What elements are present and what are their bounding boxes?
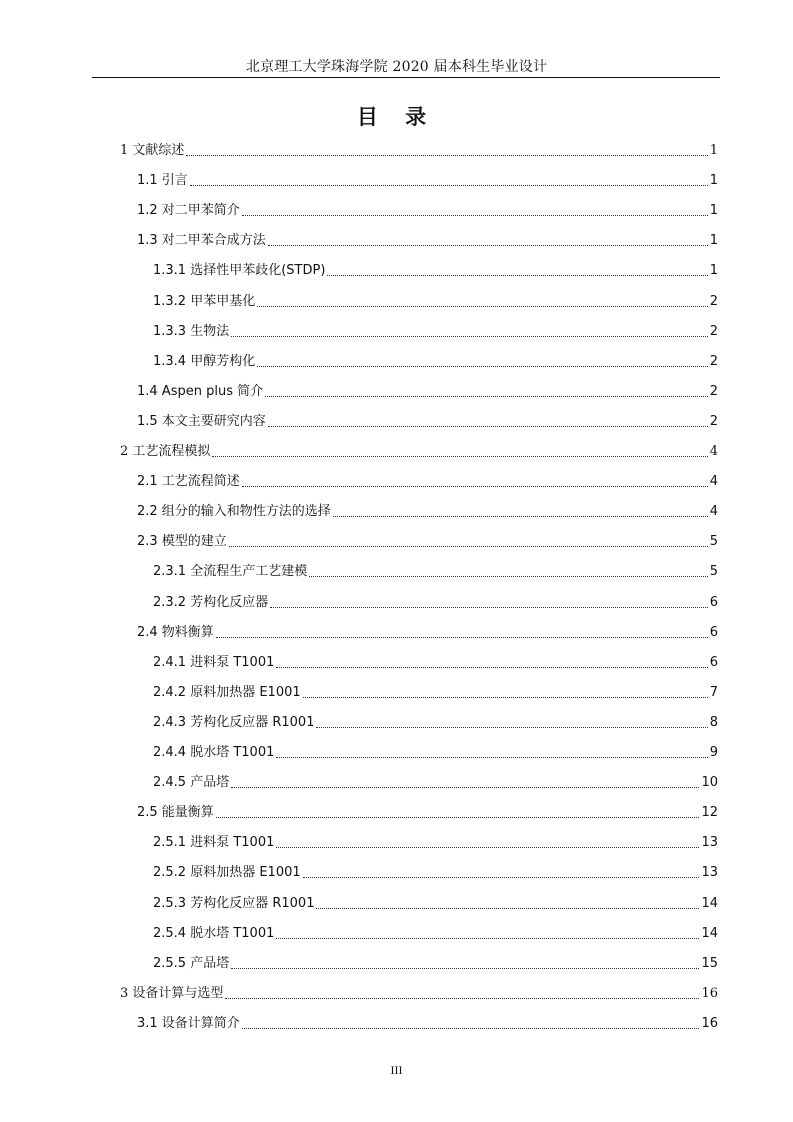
dot-leader — [309, 576, 708, 577]
dot-leader — [333, 516, 708, 517]
toc-entry-title: 1.5 本文主要研究内容 — [137, 414, 266, 429]
toc-entry[interactable] — [137, 381, 718, 403]
dot-leader — [216, 817, 700, 818]
dot-leader — [186, 155, 707, 156]
dot-leader — [268, 245, 708, 246]
toc-entry-title: 1 文献综述 — [120, 143, 185, 158]
toc-entry-title: 1.2 对二甲苯简介 — [137, 203, 240, 218]
dot-leader — [212, 456, 707, 457]
dot-leader — [190, 185, 708, 186]
toc-entry-page: 10 — [701, 775, 718, 790]
toc-entry-page: 4 — [709, 444, 718, 459]
toc-entry-page: 16 — [701, 986, 718, 1001]
toc-entry[interactable] — [137, 1013, 718, 1035]
dot-leader — [242, 1028, 700, 1029]
toc-entry-title: 2.5.1 进料泵 T1001 — [153, 835, 275, 850]
toc-entry-page: 1 — [709, 143, 718, 158]
toc-entry-page: 1 — [709, 173, 718, 188]
toc-entry[interactable] — [153, 592, 718, 614]
table-of-contents — [0, 140, 793, 1040]
toc-entry[interactable] — [153, 712, 718, 734]
dot-leader — [231, 968, 699, 969]
toc-entry[interactable] — [120, 140, 718, 162]
toc-entry-page: 2 — [709, 324, 718, 339]
toc-entry-title: 2.5.5 产品塔 — [153, 956, 230, 971]
toc-entry[interactable] — [153, 893, 718, 915]
toc-entry[interactable] — [137, 200, 718, 222]
dot-leader — [268, 426, 708, 427]
toc-title: 目 录 — [356, 104, 437, 129]
dot-leader — [316, 727, 707, 728]
header-rule — [92, 77, 720, 78]
toc-entry-page: 5 — [709, 564, 718, 579]
toc-entry[interactable] — [137, 501, 718, 523]
toc-entry-page: 1 — [709, 233, 718, 248]
toc-entry-page: 13 — [701, 835, 718, 850]
toc-entry-page: 2 — [709, 354, 718, 369]
dot-leader — [303, 877, 700, 878]
dot-leader — [316, 908, 699, 909]
toc-entry-page: 1 — [709, 263, 718, 278]
toc-entry-title: 2.5.4 脱水塔 T1001 — [153, 926, 275, 941]
toc-entry-title: 2.4.2 原料加热器 E1001 — [153, 685, 301, 700]
running-header: 北京理工大学珠海学院 2020 届本科生毕业设计 — [245, 59, 548, 75]
dot-leader — [257, 306, 708, 307]
toc-entry-title: 2.4 物料衡算 — [137, 625, 214, 640]
dot-leader — [276, 667, 707, 668]
toc-entry[interactable] — [153, 291, 718, 313]
toc-entry-title: 2.4.3 芳构化反应器 R1001 — [153, 715, 315, 730]
dot-leader — [276, 938, 699, 939]
toc-entry-title: 2.3.2 芳构化反应器 — [153, 595, 269, 610]
toc-entry-title: 1.3.4 甲醇芳构化 — [153, 354, 256, 369]
dot-leader — [229, 546, 708, 547]
toc-entry[interactable] — [153, 772, 718, 794]
toc-entry-title: 2.5 能量衡算 — [137, 805, 214, 820]
toc-entry[interactable] — [137, 230, 718, 252]
toc-entry-title: 2.3 模型的建立 — [137, 534, 227, 549]
toc-entry-page: 13 — [701, 865, 718, 880]
toc-entry-title: 2.5.3 芳构化反应器 R1001 — [153, 896, 315, 911]
toc-entry-page: 9 — [709, 745, 718, 760]
toc-entry-title: 2.2 组分的输入和物性方法的选择 — [137, 504, 331, 519]
toc-entry-page: 2 — [709, 414, 718, 429]
toc-entry[interactable] — [137, 471, 718, 493]
toc-entry-page: 16 — [701, 1016, 718, 1031]
toc-entry-title: 2.4.4 脱水塔 T1001 — [153, 745, 275, 760]
dot-leader — [265, 396, 708, 397]
toc-entry-page: 6 — [709, 595, 718, 610]
toc-entry[interactable] — [137, 531, 718, 553]
toc-entry-page: 4 — [709, 474, 718, 489]
dot-leader — [231, 787, 699, 788]
toc-entry[interactable] — [153, 923, 718, 945]
toc-entry[interactable] — [137, 411, 718, 433]
dot-leader — [225, 998, 699, 999]
dot-leader — [257, 366, 708, 367]
dot-leader — [270, 607, 708, 608]
toc-entry[interactable] — [153, 321, 718, 343]
toc-entry-title: 1.3.2 甲苯甲基化 — [153, 294, 256, 309]
toc-entry-title: 1.3.1 选择性甲苯歧化(STDP) — [153, 263, 326, 278]
toc-entry[interactable] — [120, 441, 718, 463]
toc-entry-title: 1.3 对二甲苯合成方法 — [137, 233, 266, 248]
toc-entry[interactable] — [153, 832, 718, 854]
toc-entry-title: 2.3.1 全流程生产工艺建模 — [153, 564, 308, 579]
toc-entry-title: 3 设备计算与选型 — [120, 986, 224, 1001]
dot-leader — [303, 697, 708, 698]
dot-leader — [327, 275, 707, 276]
dot-leader — [216, 637, 708, 638]
toc-entry[interactable] — [153, 953, 718, 975]
toc-entry-page: 4 — [709, 504, 718, 519]
toc-entry[interactable] — [153, 351, 718, 373]
toc-entry[interactable] — [137, 802, 718, 824]
toc-entry-title: 1.3.3 生物法 — [153, 324, 230, 339]
toc-entry-page: 5 — [709, 534, 718, 549]
toc-entry-page: 14 — [701, 926, 718, 941]
toc-entry-page: 6 — [709, 655, 718, 670]
toc-entry-title: 2.4.5 产品塔 — [153, 775, 230, 790]
toc-entry-title: 2 工艺流程模拟 — [120, 444, 211, 459]
toc-entry-page: 2 — [709, 294, 718, 309]
toc-entry-title: 1.4 Aspen plus 简介 — [137, 384, 264, 399]
toc-entry-page: 15 — [701, 956, 718, 971]
page-number: III — [390, 1063, 403, 1077]
toc-entry[interactable] — [153, 652, 718, 674]
toc-entry[interactable] — [120, 983, 718, 1005]
dot-leader — [242, 486, 708, 487]
dot-leader — [231, 336, 708, 337]
toc-entry-page: 8 — [709, 715, 718, 730]
dot-leader — [242, 215, 708, 216]
toc-entry[interactable] — [153, 561, 718, 583]
toc-entry-page: 6 — [709, 625, 718, 640]
toc-entry[interactable] — [153, 682, 718, 704]
toc-entry[interactable] — [137, 170, 718, 192]
toc-entry-title: 2.1 工艺流程简述 — [137, 474, 240, 489]
toc-entry-page: 12 — [701, 805, 718, 820]
toc-entry-title: 2.5.2 原料加热器 E1001 — [153, 865, 301, 880]
dot-leader — [276, 847, 699, 848]
dot-leader — [276, 757, 707, 758]
toc-entry-title: 1.1 引言 — [137, 173, 188, 188]
toc-entry-page: 2 — [709, 384, 718, 399]
toc-entry-page: 7 — [709, 685, 718, 700]
toc-entry[interactable] — [153, 862, 718, 884]
toc-entry-title: 2.4.1 进料泵 T1001 — [153, 655, 275, 670]
toc-entry[interactable] — [137, 622, 718, 644]
toc-entry[interactable] — [153, 742, 718, 764]
toc-entry-page: 14 — [701, 896, 718, 911]
toc-entry-page: 1 — [709, 203, 718, 218]
toc-entry-title: 3.1 设备计算简介 — [137, 1016, 240, 1031]
toc-entry[interactable] — [153, 260, 718, 282]
